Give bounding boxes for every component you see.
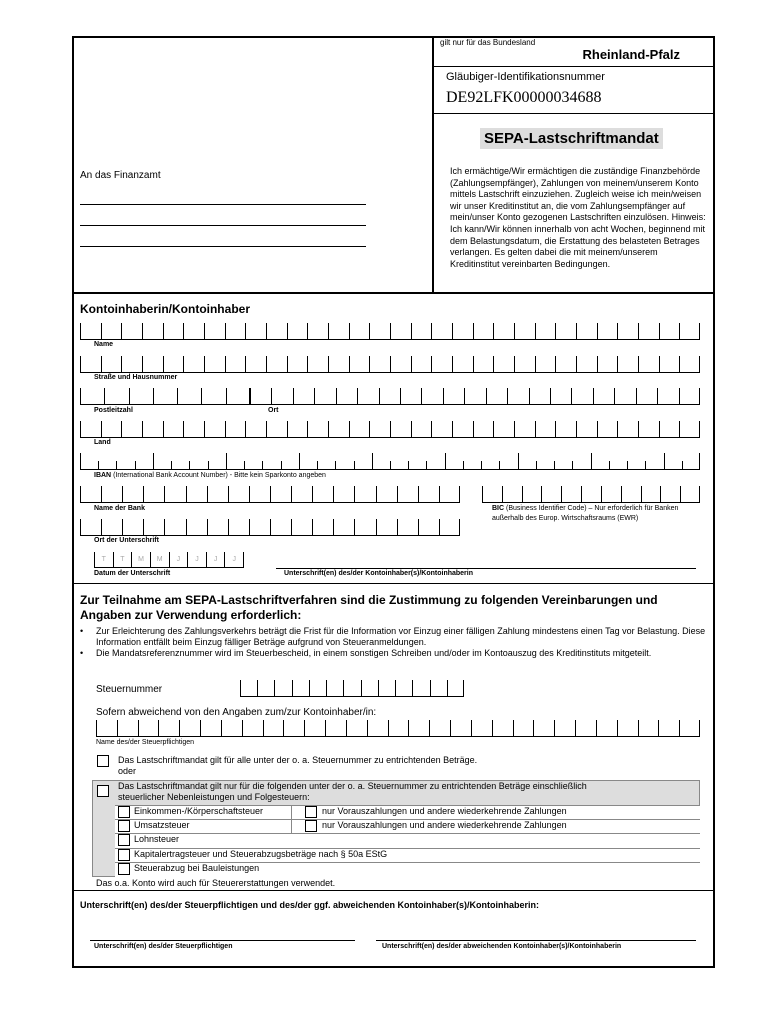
option-some-label: Das Lastschriftmandat gilt nur für die folgenden unter der o. a. Steuernummer zu entrichtenden Beträge einschließlich steuerlicher Nebenleistungen und Folgesteuern: [118, 781, 587, 802]
advance-checkbox-income[interactable] [305, 806, 317, 818]
signatures-heading: Unterschrift(en) des/der Steuerpflichtigen und des/der ggf. abweichenden Kontoinhaber(s)/Kontoinhaberin: [80, 900, 540, 910]
option-some-checkbox[interactable] [97, 785, 109, 797]
iban-label: IBAN (International Bank Account Number) - Bitte kein Sparkonto angeben [94, 472, 326, 479]
tax-checkbox-vat[interactable] [118, 820, 130, 832]
or-label: oder [118, 766, 137, 776]
mandate-text: Ich ermächtige/Wir ermächtigen die zuständige Finanzbehörde (Zahlungsempfänger), Zahlungen von meinem/unserem Konto mittels Lastschrift einzuziehen. Zugleich weise ich mein/weisen wir unser Kreditinstitut an, die vom Zahlungsempfänger auf mein/unser Konto gezogenen Lastschriften einzulösen. Hinweis: Ich kann/Wir können innerhalb von acht Wochen, beginnend mit dem Belastungsdatum, die Erstattung des belasteten Betrages verlangen. Es gelten dabei die mit meinem/unserem Kreditinstitut vereinbarten Bedingungen. [450, 166, 706, 269]
country-field[interactable] [80, 422, 700, 438]
deviating-signature-label: Unterschrift(en) des/der abweichenden Kontoinhaber(s)/Kontoinhaberin [382, 943, 622, 950]
postcode-field[interactable] [80, 389, 250, 405]
bank-name-field[interactable] [80, 487, 460, 503]
signature-place-field[interactable] [80, 520, 460, 536]
refund-note: Das o.a. Konto wird auch für Steuererstattungen verwendet. [96, 878, 336, 888]
country-label: Land [94, 439, 111, 446]
address-line-2[interactable] [80, 225, 366, 226]
advance-label-income: nur Vorauszahlungen und andere wiederkehrende Zahlungen [322, 806, 567, 816]
tax-number-label: Steuernummer [96, 684, 163, 695]
advance-checkbox-vat[interactable] [305, 820, 317, 832]
list-item: • Zur Erleichterung des Zahlungsverkehrs beträgt die Frist für die Information vor Einzug einer fälligen Zahlung mindestens einen Tag vor Belastung. Diese Information entfällt beim Einzug fälliger Beträge aufgrund von Steueranmeldungen. [80, 626, 706, 647]
taxpayer-name-field[interactable] [96, 721, 700, 737]
name-label: Name [94, 341, 114, 348]
date-cell[interactable]: T [94, 552, 113, 568]
option-all-checkbox[interactable] [97, 755, 109, 767]
date-cell[interactable]: J [206, 552, 225, 568]
date-cell[interactable]: J [169, 552, 188, 568]
agreement-heading: Zur Teilnahme am SEPA-Lastschriftverfahren sind die Zustimmung zu folgenden Vereinbarungen und Angaben zur Verwendung erforderlich: [80, 593, 658, 622]
list-item: • Die Mandatsreferenznummer wird im Steuerbescheid, in einem sonstigen Schreiben und/oder im Kontoauszug des Kreditinstituts mitgeteilt. [80, 648, 652, 658]
state-note: gilt nur für das Bundesland [440, 38, 536, 47]
taxpayer-name-label: Name des/der Steuerpflichtigen [96, 739, 195, 746]
agreement-bullets [80, 626, 708, 659]
tax-checkbox-income[interactable] [118, 806, 130, 818]
tax-checkbox-wage[interactable] [118, 834, 130, 846]
advance-label-vat: nur Vorauszahlungen und andere wiederkehrende Zahlungen [322, 820, 567, 830]
date-cell[interactable]: M [150, 552, 169, 568]
account-signature-label: Unterschrift(en) des/der Kontoinhaber(s)/Kontoinhaberin [284, 570, 474, 577]
page-title: SEPA-Lastschriftmandat [480, 128, 663, 149]
option-all-label: Das Lastschriftmandat gilt für alle unter der o. a. Steuernummer zu entrichtenden Beträge. [118, 755, 478, 765]
date-cell[interactable]: J [187, 552, 206, 568]
tax-label-wage: Lohnsteuer [134, 834, 180, 844]
taxpayer-signature-label: Unterschrift(en) des/der Steuerpflichtigen [94, 943, 233, 950]
city-label: Ort [268, 407, 279, 414]
address-line-3[interactable] [80, 246, 366, 247]
street-label: Straße und Hausnummer [94, 374, 178, 381]
tax-label-income: Einkommen-/Körperschaftsteuer [134, 806, 264, 816]
bic-field[interactable] [482, 487, 700, 503]
tax-checkbox-construction[interactable] [118, 863, 130, 875]
taxpayer-signature-line[interactable] [90, 940, 355, 941]
tax-number-field[interactable] [240, 681, 464, 697]
deviating-signature-line[interactable] [376, 940, 696, 941]
date-label: Datum der Unterschrift [94, 570, 171, 577]
creditor-id-label: Gläubiger-Identifikationsnummer [446, 71, 605, 83]
street-field[interactable] [80, 357, 700, 373]
bic-label: BIC (Business Identifier Code) – Nur erforderlich für Banken außerhalb des Europ. Wirtschaftsraums (EWR) [492, 505, 679, 522]
city-field[interactable] [250, 389, 700, 405]
date-cell[interactable]: M [131, 552, 150, 568]
creditor-id: DE92LFK00000034688 [446, 89, 602, 106]
account-heading: Kontoinhaberin/Kontoinhaber [80, 302, 250, 316]
postcode-label: Postleitzahl [94, 407, 133, 414]
deviating-label: Sofern abweichend von den Angaben zum/zur Kontoinhaber/in: [96, 707, 377, 718]
recipient-label: An das Finanzamt [80, 170, 161, 181]
date-cell[interactable]: J [224, 552, 244, 568]
iban-field[interactable] [80, 454, 700, 470]
name-field[interactable] [80, 324, 700, 340]
bank-name-label: Name der Bank [94, 505, 145, 512]
tax-label-construction: Steuerabzug bei Bauleistungen [134, 863, 260, 873]
tax-label-vat: Umsatzsteuer [134, 820, 190, 830]
date-field[interactable] [94, 552, 244, 568]
tax-checkbox-capital[interactable] [118, 849, 130, 861]
signature-place-label: Ort der Unterschrift [94, 537, 159, 544]
account-signature-line[interactable] [276, 568, 696, 569]
date-cell[interactable]: T [113, 552, 132, 568]
tax-label-capital: Kapitalertragsteuer und Steuerabzugsbeträge nach § 50a EStG [134, 849, 388, 859]
address-line-1[interactable] [80, 204, 366, 205]
state-name: Rheinland-Pfalz [582, 47, 680, 62]
